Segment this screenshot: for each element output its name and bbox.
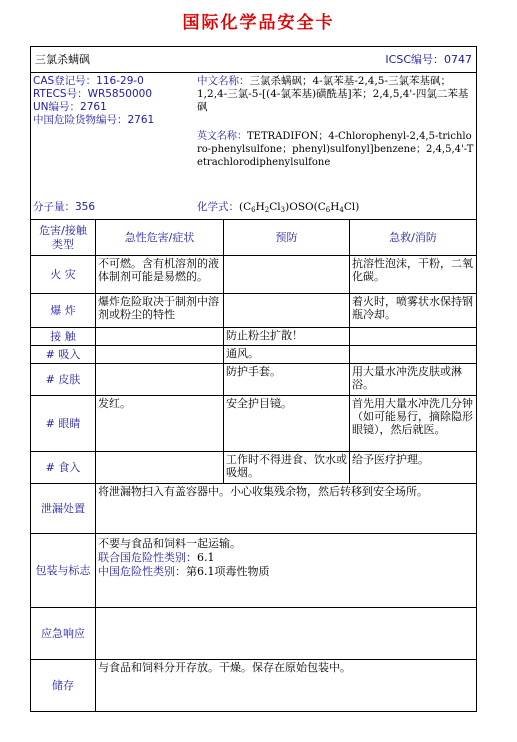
- chinese-name-block: [197, 75, 475, 114]
- packaging-un-class: 联合国危险性类别：6.1: [98, 551, 215, 564]
- row-skin-acute: [96, 364, 223, 366]
- formula-text: $(C_6H_2Cl_3)OSO(C_6H_4Cl)$: [239, 201, 360, 214]
- formula-label: 化学式：: [197, 201, 239, 213]
- packaging-content: [98, 537, 474, 579]
- emergency-text: [96, 608, 476, 610]
- packaging-label: 包装与标志: [35, 564, 91, 577]
- chinese-name-label: 中文名称：: [197, 75, 250, 87]
- row-fire-acute: 不可燃。含有机溶剂的液体制剂可能是易燃的。: [98, 257, 219, 283]
- row-inhale-label: # 吸入: [45, 348, 81, 361]
- emergency-label: 应急响应: [41, 627, 85, 640]
- rtecs-number: RTECS号：WR5850000: [33, 88, 153, 100]
- row-contact-acute: [96, 328, 223, 330]
- formula-block: [197, 201, 475, 214]
- un-number: UN编号：2761: [33, 101, 107, 113]
- row-ingest-firstaid: 给予医疗护理。: [352, 453, 429, 466]
- row-skin-firstaid: 用大量水冲洗皮肤或淋浴。: [352, 365, 462, 391]
- row-contact-prevention: 防止粉尘扩散！: [226, 329, 303, 342]
- spill-text: 将泄漏物扫入有盖容器中。小心收集残余物，然后转移到安全场所。: [98, 485, 428, 498]
- packaging-cn-class: 中国危险性类别：第6.1项毒性物质: [98, 565, 270, 578]
- packaging-line1: 不要与食品和饲料一起运输。: [98, 537, 241, 550]
- identifiers: [33, 75, 193, 127]
- row-inhale-firstaid: [350, 346, 476, 348]
- row-explosion-prevention: [224, 294, 349, 296]
- row-inhale-prevention: 通风。: [226, 347, 259, 360]
- row-inhale-acute: [96, 346, 223, 348]
- row-contact-firstaid: [350, 328, 476, 330]
- cn-danger-number: 中国危险货物编号：2761: [33, 114, 155, 126]
- storage-text: 与食品和饲料分开存放。干燥。保存在原始包装中。: [98, 661, 351, 674]
- row-skin-prevention: 防护手套。: [226, 365, 281, 378]
- row-ingest-label: # 食入: [45, 461, 81, 474]
- english-name-text: TETRADIFON；4-Chlorophenyl-2,4,5-trichloro-phenylsulfone；phenyl)sulfonyl]benzene；2,4,5,4'-Tetrachlorodiphenylsulfone: [197, 131, 474, 168]
- row-ingest-acute: [96, 452, 223, 454]
- row-skin-label: # 皮肤: [45, 373, 81, 386]
- row-fire-prevention: [224, 256, 349, 258]
- row-explosion-acute: 爆炸危险取决于制剂中溶剂或粉尘的特性: [98, 295, 219, 321]
- storage-label: 储存: [52, 678, 74, 692]
- header-type: 危害/接触类型: [39, 223, 87, 251]
- icsc-number: ICSC编号：0747: [385, 53, 472, 66]
- chemical-name: 三氯杀螨砜: [35, 53, 90, 66]
- row-explosion-label: 爆 炸: [50, 304, 76, 317]
- header-firstaid: 急救/消防: [389, 231, 437, 244]
- spill-label: 泄漏处置: [41, 502, 85, 515]
- cas-number: CAS登记号：116-29-0: [33, 75, 144, 87]
- row-explosion-firstaid: 着火时，喷雾状水保持钢瓶冷却。: [352, 295, 473, 321]
- row-eyes-firstaid: 首先用大量水冲洗几分钟（如可能易行，摘除隐形眼镜），然后就医。: [352, 397, 473, 436]
- row-fire-label: 火 灾: [50, 268, 76, 281]
- row-eyes-prevention: 安全护目镜。: [226, 397, 292, 410]
- molecular-weight: 分子量：356: [33, 201, 96, 213]
- header-acute: 急性危害/症状: [124, 231, 195, 244]
- row-ingest-prevention: 工作时不得进食、饮水或吸烟。: [226, 453, 347, 479]
- safety-card: [30, 46, 477, 712]
- english-name-label: 英文名称：: [197, 131, 247, 142]
- chinese-name-text: 三氯杀螨砜；4-氯苯基-2,4,5-三氯苯基砜；1,2,4-三氯-5-[(4-氯苯基)磺酰基]苯；2,4,5,4'-四氯二苯基砜: [197, 75, 469, 113]
- document-title: 国际化学品安全卡: [182, 13, 335, 33]
- row-contact-label: 接 触: [50, 330, 76, 343]
- row-eyes-label: # 眼睛: [45, 417, 81, 430]
- row-eyes-acute: 发红。: [98, 397, 131, 410]
- english-name-block: [197, 130, 475, 169]
- row-fire-firstaid: 抗溶性泡沫，干粉，二氧化碳。: [352, 257, 473, 283]
- header-prevention: 预防: [275, 231, 298, 244]
